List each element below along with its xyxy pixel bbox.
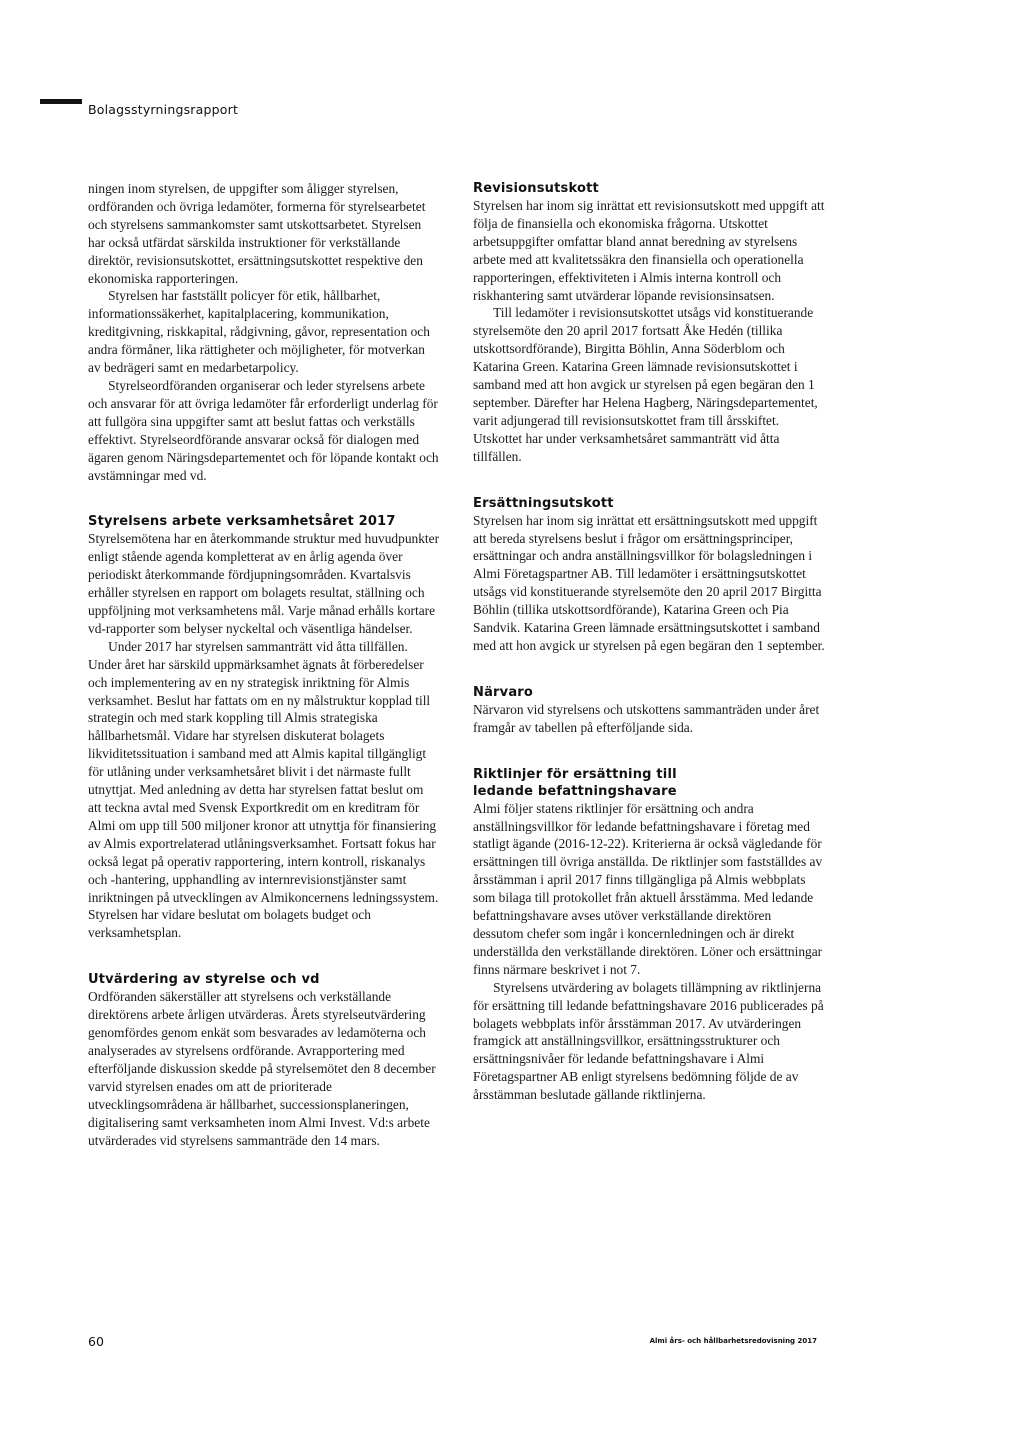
paragraph: ningen inom styrelsen, de uppgifter som åligger styrelsen, ordföranden och övriga ledamöter, formerna för styrelsearbetet och styrelsens sammankomster samt utskottsarbetet. Styrelsen har också utfärdat särskilda instruktioner för verkställande direktör, revisionsutskottet, ersättningsutskottet respektive den ekonomiska rapporteringen. [88,181,426,286]
board-work-section [88,513,440,942]
heading-line: ledande befattningshavare [473,783,677,799]
paragraph: Till ledamöter i revisionsutskottet utsågs vid konstituerande styrelsemöte den 20 april 2017 fortsatt Åke Hedén (tillika utskottsordförande), Birgitta Böhlin, Anna Söderblom och Katarina Green. Katarina Green lämnade revisionsutskottet i samband med att hon avgick ur styrelsen på egen begäran den 1 september. Därefter har Helena Hagberg, Näringsdepartementet, varit adjungerad till revisionsutskottet fram till årsskiftet. Utskottet har under verksamhetsåret sammanträtt vid åtta tillfällen. [473,305,818,464]
paragraph: Styrelsemötena har en återkommande struktur med huvudpunkter enligt stående agenda kompletterat av en årlig agenda över periodiskt återkommande fördjupningsområden. Kvartalsvis erhåller styrelsen en rapport om bolagets resultat, ställning och uppföljning mot verksamhetens mål. Varje månad erhålls kortare vd-rapporter som belyser nyckeltal och väsentliga händelser. [88,531,440,636]
section-title: Bolagsstyrningsrapport [88,102,239,117]
paragraph: Styrelsens utvärdering av bolagets tillämpning av riktlinjerna för ersättning till ledande befattningshavare 2016 publicerades på bolagets webbplats inför årsstämman 2017. Av utvärderingen framgick att anställningsvillkor, ersättningsstrukturer och ersättningsnivåer för ledande befattningshavare i Almi Företagspartner AB enligt styrelsens bedömning följde de av årsstämman beslutade gällande riktlinjerna. [473,979,824,1103]
paragraph: Styrelsen har inom sig inrättat ett revisionsutskott med uppgift att följa de finansiella och ekonomiska frågorna. Utskottet arbetsuppgifter omfattar bland annat beredning av styrelsens arbete med att kvalitetssäkra den finansiella och operationella rapporteringen, effektiviteten i Almis interna kontroll och riskhantering samt utvärderar löpande revisionsinsatsen. [473,198,825,303]
section-heading: Revisionsutskott [473,181,599,196]
right-column [473,180,825,1133]
paragraph: Styrelsen har inom sig inrättat ett ersättningsutskott med uppgift att bereda styrelsens beslut i frågor om ersättningsprinciper, ersättningar och andra anställningsvillkor för bolagsledningen i Almi Företagspartner AB. Till ledamöter i ersättningsutskottet utsågs vid konstituerande styrelsemöte den 20 april 2017 Birgitta Böhlin (tillika utskottsordförande), Katarina Green och Pia Sandvik. Katarina Green lämnade ersättningsutskottet i samband med att hon avgick ur styrelsen på egen begäran den 1 september. [473,512,825,653]
audit-committee-section [473,180,825,466]
paragraph: Styrelseordföranden organiserar och leder styrelsens arbete och ansvarar för att övriga ledamöter får erforderligt underlag för att fullgöra sina uppgifter samt att beslut fattas och verkställs effektivt. Styrelseordförande ansvarar också för dialogen med ägaren genom Näringsdepartementet och för löpande kontakt och avstämningar med vd. [88,377,439,483]
intro-block [88,180,440,484]
guidelines-section [473,766,825,1104]
header-bar [40,99,82,104]
left-column [88,180,440,1178]
page-number: 60 [88,1334,104,1349]
section-heading: Närvaro [473,684,534,700]
section-heading: Utvärdering av styrelse och vd [88,972,320,988]
evaluation-section [88,971,440,1149]
attendance-section [473,684,825,737]
paragraph: Almi följer statens riktlinjer för ersättning och andra anställningsvillkor för ledande befattningshavare i företag med statligt ägande (2016-12-22). Kriterierna är också vägledande för ersättningen till övriga anställda. De riktlinjer som fastställdes av årsstämman i april 2017 finns tillgängliga på Almis webbplats som bilaga till protokollet från aktuell årsstämma. Med ledande befattningshavare avses utöver verkställande direktören dessutom chefer som ingår i koncernledningen och är direkt underställda den verkställande direktören. Löner och ersättningar finns närmare beskrivet i not 7. [473,800,823,977]
paragraph: Under 2017 har styrelsen sammanträtt vid åtta tillfällen. Under året har särskild uppmärksamhet ägnats åt förberedelser och implementering av en ny strategisk inriktning för Almis verksamhet. Beslut har fattats om en ny målstruktur kopplad till strategin och med stark koppling till Almis strategiska hållbarhetsmål. Vidare har styrelsen diskuterat bolagets likviditetssituation i samband med att Almis kapital tillgängligt för utlåning under verksamhetsåret blivit i det närmaste fullt utnyttjat. Med anledning av detta har styrelsen fattat beslut om att teckna avtal med Svensk Exportkredit om en kreditram för Almi om upp till 500 miljoner kronor att utnyttja för finansiering av Almis exportrelaterad utlåningsverksamhet. Fortsatt fokus har också legat på operativ rapportering, intern kontroll, riskanalys och -hantering, upphandling av internrevisionstjänster samt inriktningen på utvecklingen av Almikoncernens ledningssystem. Styrelsen har vidare beslutat om bolagets budget och verksamhetsplan. [88,638,439,941]
remuneration-committee-section [473,495,825,655]
document-title: Almi års- och hållbarhetsredovisning 2017 [649,1337,817,1345]
paragraph: Styrelsen har fastställt policyer för etik, hållbarhet, informationssäkerhet, kapitalplacering, kommunikation, kreditgivning, riskkapital, rådgivning, gåvor, representation och andra förmåner, lika rättigheter och möjligheter, för motverkan av bedrägeri samt en medarbetarpolicy. [88,288,430,376]
paragraph: Ordföranden säkerställer att styrelsens och verkställande direktörens arbete årligen utvärderas. Årets styrelseutvärdering genomfördes genom enkät som besvarades av ledamöterna och analyserades av styrelsens ordförande. Avrapportering med efterföljande diskussion skedde på styrelsemötet den 8 december varvid styrelsen enades om att de prioriterade utvecklingsområdena är hållbarhet, successionsplaneringen, digitalisering samt verksamheten inom Almi Invest. Vd:s arbete utvärderades vid styrelsens sammanträde den 14 mars. [88,989,436,1148]
section-heading: Ersättningsutskott [473,495,614,511]
heading-line: Riktlinjer för ersättning till [473,766,677,782]
section-heading [473,766,825,800]
section-heading: Styrelsens arbete verksamhetsåret 2017 [88,514,396,530]
paragraph: Närvaron vid styrelsens och utskottens sammanträden under året framgår av tabellen på efterföljande sida. [473,701,820,735]
